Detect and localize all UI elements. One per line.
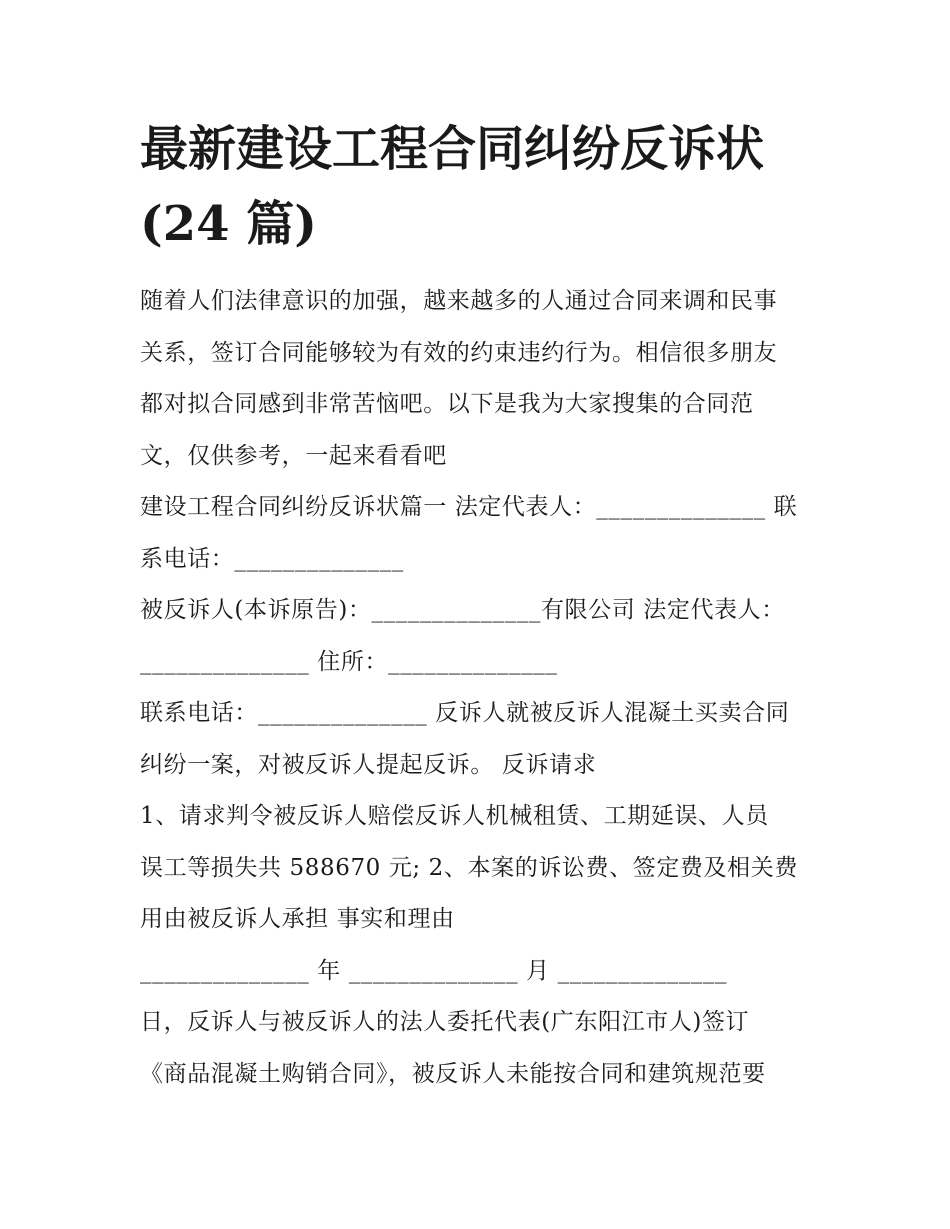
text-line: 被反诉人(本诉原告)：______________有限公司 法定代表人： (140, 597, 785, 623)
text-line: 纠纷一案，对被反诉人提起反诉。 反诉请求 (140, 751, 597, 778)
text-line: ______________ 年 ______________ 月 ______________ (140, 957, 728, 984)
text-line: 建设工程合同纠纷反诉状篇一 法定代表人：______________ 联 (140, 494, 798, 520)
document-title (140, 112, 820, 262)
text-line: 系电话：______________ (140, 545, 404, 572)
text-line: 误工等损失共 588670 元; 2、本案的诉讼费、签定费及相关费 (140, 854, 798, 881)
title-line: (24 篇) (140, 196, 317, 252)
text-line: 随着人们法律意识的加强，越来越多的人通过合同来调和民事 (140, 288, 778, 314)
text-line: 1、请求判令被反诉人赔偿反诉人机械租赁、工期延误、人员 (140, 803, 769, 829)
document-body (140, 112, 820, 1100)
text-line: ______________ 住所：______________ (140, 648, 558, 675)
text-line: 关系，签订合同能够较为有效的约束违约行为。相信很多朋友 (140, 339, 778, 366)
text-line: 《商品混凝土购销合同》，被反诉人未能按合同和建筑规范要 (140, 1060, 766, 1087)
text-line: 文，仅供参考，一起来看看吧 (140, 442, 447, 469)
text-line: 联系电话：______________ 反诉人就被反诉人混凝土买卖合同 (140, 700, 790, 726)
text-line: 日，反诉人与被反诉人的法人委托代表(广东阳江市人)签订 (140, 1009, 750, 1035)
text-line: 用由被反诉人承担 事实和理由 (140, 906, 455, 932)
text-line: 都对拟合同感到非常苦恼吧。以下是我为大家搜集的合同范 (140, 391, 754, 417)
document-text (140, 276, 820, 1100)
title-line: 最新建设工程合同纠纷反诉状 (140, 121, 765, 177)
